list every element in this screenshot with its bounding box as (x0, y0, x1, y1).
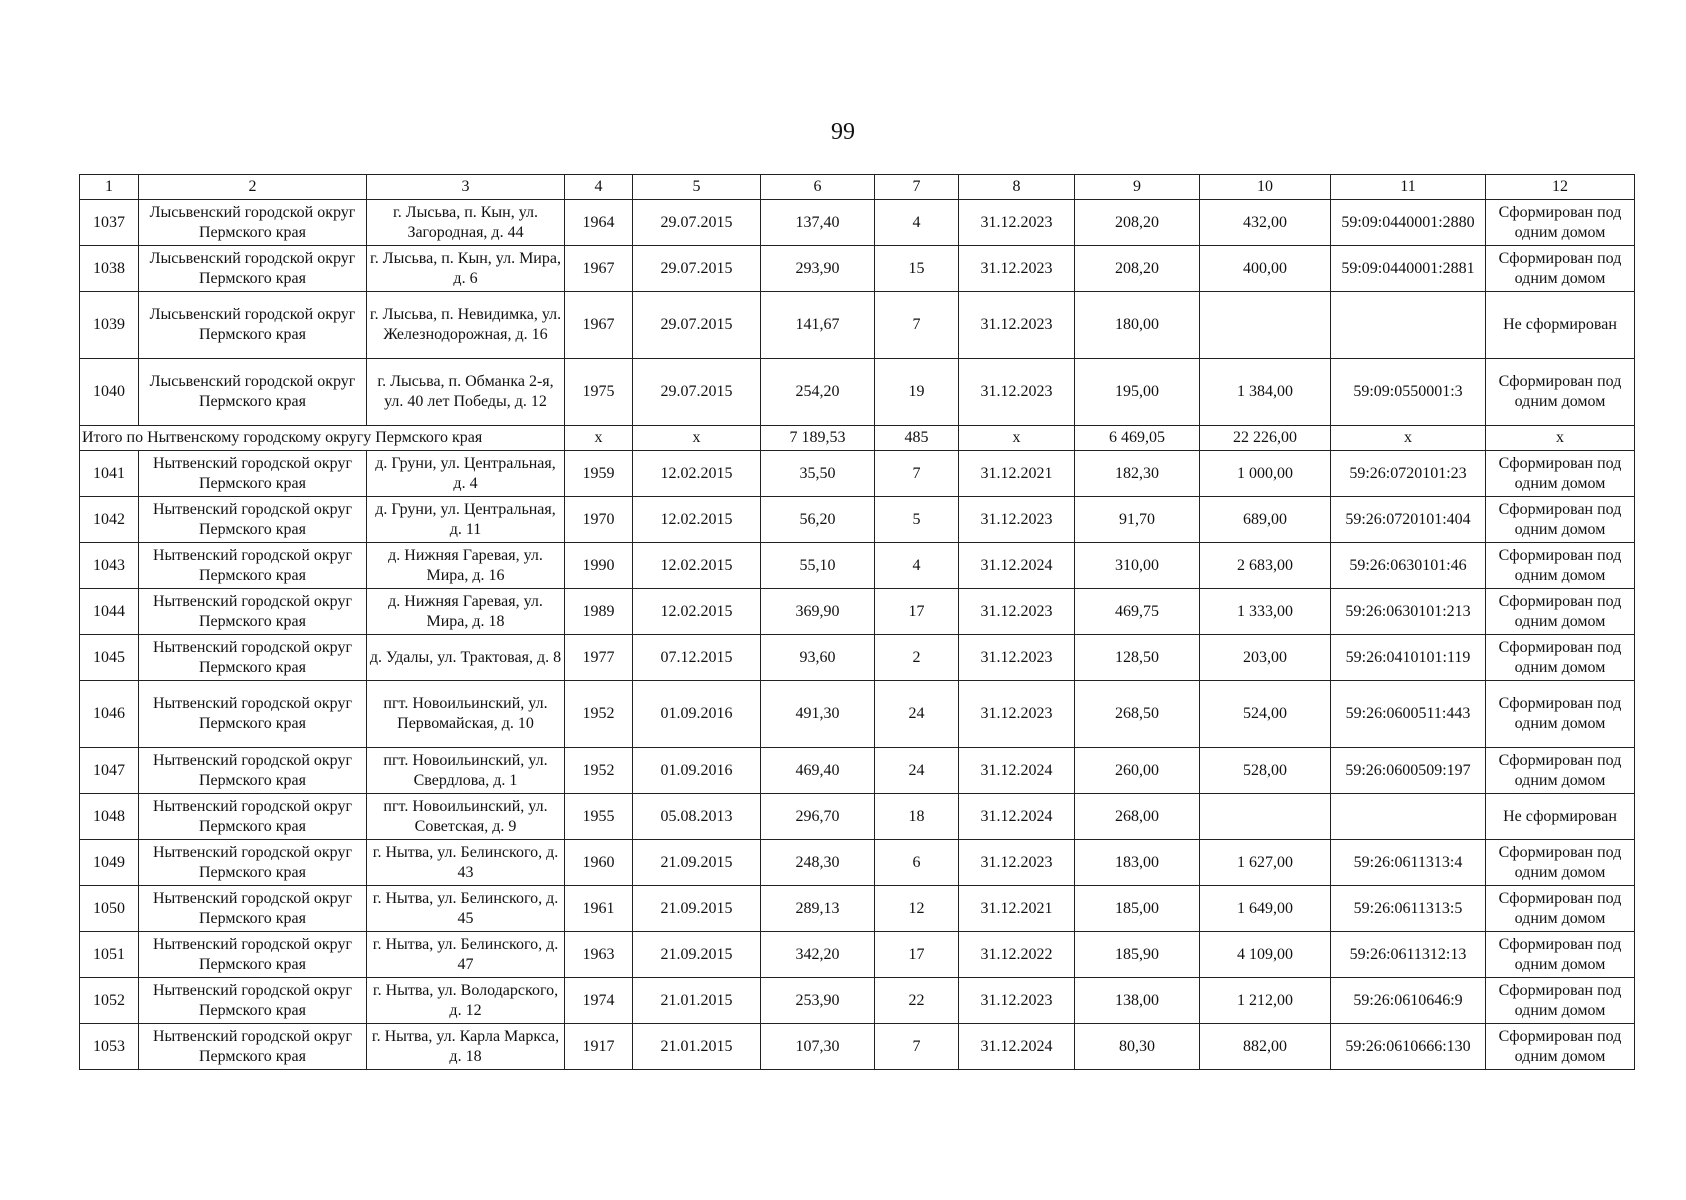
date-cell: 29.07.2015 (633, 246, 761, 292)
area2-cell: 310,00 (1075, 543, 1200, 589)
date-cell: 21.01.2015 (633, 978, 761, 1024)
residents-cell: 17 (875, 589, 959, 635)
residents-cell: 2 (875, 635, 959, 681)
year-cell: 1967 (565, 292, 633, 359)
land-area-cell: 1 649,00 (1200, 886, 1331, 932)
area2-cell: 91,70 (1075, 497, 1200, 543)
deadline-cell: 31.12.2021 (959, 886, 1075, 932)
row-number: 1049 (80, 840, 139, 886)
cadastral-cell: 59:09:0440001:2881 (1331, 246, 1486, 292)
deadline-cell: 31.12.2023 (959, 589, 1075, 635)
year-cell: 1952 (565, 681, 633, 748)
column-header: 6 (761, 175, 875, 200)
municipality-cell: Нытвенский городской округ Пермского края (139, 589, 367, 635)
area2-cell: 268,50 (1075, 681, 1200, 748)
date-cell: 01.09.2016 (633, 681, 761, 748)
area-cell: 289,13 (761, 886, 875, 932)
address-cell: г. Нытва, ул. Белинского, д. 45 (367, 886, 565, 932)
total-cell: 485 (875, 426, 959, 451)
table-row (80, 748, 1635, 794)
status-cell: Сформирован под одним домом (1486, 886, 1635, 932)
row-number: 1038 (80, 246, 139, 292)
municipality-cell: Нытвенский городской округ Пермского края (139, 451, 367, 497)
table-row (80, 932, 1635, 978)
municipality-cell: Нытвенский городской округ Пермского края (139, 1024, 367, 1070)
residents-cell: 7 (875, 451, 959, 497)
area-cell: 342,20 (761, 932, 875, 978)
status-cell: Не сформирован (1486, 292, 1635, 359)
year-cell: 1952 (565, 748, 633, 794)
column-header: 5 (633, 175, 761, 200)
municipality-cell: Нытвенский городской округ Пермского края (139, 794, 367, 840)
residents-cell: 19 (875, 359, 959, 426)
municipality-cell: Лысьвенский городской округ Пермского края (139, 359, 367, 426)
row-number: 1047 (80, 748, 139, 794)
area2-cell: 195,00 (1075, 359, 1200, 426)
status-cell: Сформирован под одним домом (1486, 451, 1635, 497)
header-row (80, 175, 1635, 200)
status-cell: Сформирован под одним домом (1486, 1024, 1635, 1070)
total-cell: x (633, 426, 761, 451)
cadastral-cell: 59:26:0410101:119 (1331, 635, 1486, 681)
area-cell: 35,50 (761, 451, 875, 497)
land-area-cell: 432,00 (1200, 200, 1331, 246)
year-cell: 1970 (565, 497, 633, 543)
status-cell: Сформирован под одним домом (1486, 840, 1635, 886)
date-cell: 05.08.2013 (633, 794, 761, 840)
area-cell: 254,20 (761, 359, 875, 426)
area-cell: 491,30 (761, 681, 875, 748)
area2-cell: 208,20 (1075, 246, 1200, 292)
row-number: 1046 (80, 681, 139, 748)
deadline-cell: 31.12.2023 (959, 840, 1075, 886)
date-cell: 12.02.2015 (633, 497, 761, 543)
area2-cell: 469,75 (1075, 589, 1200, 635)
cadastral-cell: 59:26:0600509:197 (1331, 748, 1486, 794)
area2-cell: 183,00 (1075, 840, 1200, 886)
cadastral-cell: 59:26:0630101:213 (1331, 589, 1486, 635)
year-cell: 1975 (565, 359, 633, 426)
area2-cell: 138,00 (1075, 978, 1200, 1024)
status-cell: Сформирован под одним домом (1486, 932, 1635, 978)
table-body (80, 200, 1635, 1070)
table-row (80, 886, 1635, 932)
year-cell: 1964 (565, 200, 633, 246)
address-cell: д. Груни, ул. Центральная, д. 4 (367, 451, 565, 497)
total-cell: 22 226,00 (1200, 426, 1331, 451)
address-cell: г. Нытва, ул. Белинского, д. 47 (367, 932, 565, 978)
cadastral-cell: 59:09:0440001:2880 (1331, 200, 1486, 246)
total-cell: 6 469,05 (1075, 426, 1200, 451)
land-area-cell (1200, 794, 1331, 840)
deadline-cell: 31.12.2023 (959, 246, 1075, 292)
municipality-cell: Нытвенский городской округ Пермского края (139, 497, 367, 543)
year-cell: 1961 (565, 886, 633, 932)
area2-cell: 185,00 (1075, 886, 1200, 932)
column-header: 11 (1331, 175, 1486, 200)
row-number: 1053 (80, 1024, 139, 1070)
year-cell: 1959 (565, 451, 633, 497)
cadastral-cell: 59:26:0630101:46 (1331, 543, 1486, 589)
date-cell: 29.07.2015 (633, 292, 761, 359)
municipality-cell: Нытвенский городской округ Пермского края (139, 748, 367, 794)
year-cell: 1974 (565, 978, 633, 1024)
date-cell: 12.02.2015 (633, 451, 761, 497)
status-cell: Не сформирован (1486, 794, 1635, 840)
row-number: 1039 (80, 292, 139, 359)
total-cell: 7 189,53 (761, 426, 875, 451)
cadastral-cell (1331, 292, 1486, 359)
table-row (80, 292, 1635, 359)
municipality-cell: Нытвенский городской округ Пермского края (139, 543, 367, 589)
column-header: 3 (367, 175, 565, 200)
address-cell: г. Лысьва, п. Невидимка, ул. Железнодорожная, д. 16 (367, 292, 565, 359)
area2-cell: 180,00 (1075, 292, 1200, 359)
address-cell: пгт. Новоильинский, ул. Советская, д. 9 (367, 794, 565, 840)
area-cell: 141,67 (761, 292, 875, 359)
area2-cell: 182,30 (1075, 451, 1200, 497)
total-cell: x (565, 426, 633, 451)
land-area-cell: 203,00 (1200, 635, 1331, 681)
residents-cell: 6 (875, 840, 959, 886)
status-cell: Сформирован под одним домом (1486, 978, 1635, 1024)
total-cell: x (959, 426, 1075, 451)
year-cell: 1960 (565, 840, 633, 886)
table-row (80, 589, 1635, 635)
area-cell: 137,40 (761, 200, 875, 246)
land-area-cell: 689,00 (1200, 497, 1331, 543)
land-area-cell: 528,00 (1200, 748, 1331, 794)
deadline-cell: 31.12.2022 (959, 932, 1075, 978)
row-number: 1041 (80, 451, 139, 497)
year-cell: 1967 (565, 246, 633, 292)
row-number: 1048 (80, 794, 139, 840)
area-cell: 293,90 (761, 246, 875, 292)
status-cell: Сформирован под одним домом (1486, 246, 1635, 292)
land-area-cell: 2 683,00 (1200, 543, 1331, 589)
column-header: 4 (565, 175, 633, 200)
residents-cell: 7 (875, 1024, 959, 1070)
municipality-cell: Нытвенский городской округ Пермского края (139, 978, 367, 1024)
address-cell: д. Груни, ул. Центральная, д. 11 (367, 497, 565, 543)
address-cell: г. Нытва, ул. Белинского, д. 43 (367, 840, 565, 886)
cadastral-cell: 59:26:0611313:4 (1331, 840, 1486, 886)
cadastral-cell: 59:26:0611313:5 (1331, 886, 1486, 932)
municipality-cell: Нытвенский городской округ Пермского края (139, 886, 367, 932)
area-cell: 93,60 (761, 635, 875, 681)
residents-cell: 24 (875, 681, 959, 748)
address-cell: г. Нытва, ул. Карла Маркса, д. 18 (367, 1024, 565, 1070)
column-header: 12 (1486, 175, 1635, 200)
column-header: 1 (80, 175, 139, 200)
area-cell: 296,70 (761, 794, 875, 840)
column-header: 10 (1200, 175, 1331, 200)
column-header: 2 (139, 175, 367, 200)
area-cell: 369,90 (761, 589, 875, 635)
area-cell: 56,20 (761, 497, 875, 543)
year-cell: 1977 (565, 635, 633, 681)
date-cell: 21.09.2015 (633, 840, 761, 886)
row-number: 1051 (80, 932, 139, 978)
table-row (80, 543, 1635, 589)
cadastral-cell: 59:26:0611312:13 (1331, 932, 1486, 978)
residents-cell: 24 (875, 748, 959, 794)
total-cell: x (1331, 426, 1486, 451)
registry-table (79, 174, 1635, 1070)
address-cell: д. Нижняя Гаревая, ул. Мира, д. 16 (367, 543, 565, 589)
municipality-cell: Нытвенский городской округ Пермского края (139, 635, 367, 681)
date-cell: 21.01.2015 (633, 1024, 761, 1070)
table-row (80, 978, 1635, 1024)
date-cell: 12.02.2015 (633, 589, 761, 635)
deadline-cell: 31.12.2023 (959, 200, 1075, 246)
area2-cell: 80,30 (1075, 1024, 1200, 1070)
deadline-cell: 31.12.2023 (959, 497, 1075, 543)
land-area-cell: 1 384,00 (1200, 359, 1331, 426)
deadline-cell: 31.12.2021 (959, 451, 1075, 497)
status-cell: Сформирован под одним домом (1486, 681, 1635, 748)
municipality-cell: Лысьвенский городской округ Пермского края (139, 292, 367, 359)
year-cell: 1917 (565, 1024, 633, 1070)
land-area-cell: 1 627,00 (1200, 840, 1331, 886)
cadastral-cell: 59:26:0600511:443 (1331, 681, 1486, 748)
area-cell: 248,30 (761, 840, 875, 886)
municipality-cell: Лысьвенский городской округ Пермского края (139, 246, 367, 292)
date-cell: 12.02.2015 (633, 543, 761, 589)
date-cell: 21.09.2015 (633, 932, 761, 978)
deadline-cell: 31.12.2024 (959, 794, 1075, 840)
deadline-cell: 31.12.2023 (959, 681, 1075, 748)
table-row (80, 200, 1635, 246)
address-cell: г. Нытва, ул. Володарского, д. 12 (367, 978, 565, 1024)
total-label: Итого по Нытвенскому городскому округу Пермского края (80, 426, 565, 451)
area2-cell: 128,50 (1075, 635, 1200, 681)
date-cell: 01.09.2016 (633, 748, 761, 794)
residents-cell: 17 (875, 932, 959, 978)
area-cell: 107,30 (761, 1024, 875, 1070)
date-cell: 29.07.2015 (633, 359, 761, 426)
municipality-cell: Нытвенский городской округ Пермского края (139, 840, 367, 886)
status-cell: Сформирован под одним домом (1486, 359, 1635, 426)
land-area-cell: 524,00 (1200, 681, 1331, 748)
table-row (80, 246, 1635, 292)
area2-cell: 268,00 (1075, 794, 1200, 840)
area-cell: 55,10 (761, 543, 875, 589)
area-cell: 469,40 (761, 748, 875, 794)
status-cell: Сформирован под одним домом (1486, 589, 1635, 635)
date-cell: 21.09.2015 (633, 886, 761, 932)
table-row (80, 497, 1635, 543)
land-area-cell: 1 333,00 (1200, 589, 1331, 635)
address-cell: г. Лысьва, п. Обманка 2-я, ул. 40 лет Победы, д. 12 (367, 359, 565, 426)
residents-cell: 15 (875, 246, 959, 292)
deadline-cell: 31.12.2024 (959, 748, 1075, 794)
total-cell: x (1486, 426, 1635, 451)
deadline-cell: 31.12.2023 (959, 359, 1075, 426)
deadline-cell: 31.12.2023 (959, 635, 1075, 681)
residents-cell: 12 (875, 886, 959, 932)
municipality-cell: Лысьвенский городской округ Пермского края (139, 200, 367, 246)
column-header: 7 (875, 175, 959, 200)
table-row (80, 451, 1635, 497)
status-cell: Сформирован под одним домом (1486, 748, 1635, 794)
row-number: 1043 (80, 543, 139, 589)
total-row (80, 426, 1635, 451)
row-number: 1040 (80, 359, 139, 426)
table-header (80, 175, 1635, 200)
year-cell: 1963 (565, 932, 633, 978)
page-number: 99 (831, 119, 855, 145)
date-cell: 29.07.2015 (633, 200, 761, 246)
municipality-cell: Нытвенский городской округ Пермского края (139, 681, 367, 748)
address-cell: д. Удалы, ул. Трактовая, д. 8 (367, 635, 565, 681)
cadastral-cell: 59:26:0610666:130 (1331, 1024, 1486, 1070)
cadastral-cell: 59:26:0610646:9 (1331, 978, 1486, 1024)
row-number: 1044 (80, 589, 139, 635)
cadastral-cell: 59:09:0550001:3 (1331, 359, 1486, 426)
table-row (80, 840, 1635, 886)
residents-cell: 7 (875, 292, 959, 359)
table-row (80, 794, 1635, 840)
address-cell: г. Лысьва, п. Кын, ул. Мира, д. 6 (367, 246, 565, 292)
land-area-cell: 4 109,00 (1200, 932, 1331, 978)
cadastral-cell (1331, 794, 1486, 840)
land-area-cell: 1 000,00 (1200, 451, 1331, 497)
row-number: 1052 (80, 978, 139, 1024)
area2-cell: 208,20 (1075, 200, 1200, 246)
year-cell: 1955 (565, 794, 633, 840)
row-number: 1045 (80, 635, 139, 681)
residents-cell: 4 (875, 200, 959, 246)
row-number: 1037 (80, 200, 139, 246)
address-cell: пгт. Новоильинский, ул. Первомайская, д. 10 (367, 681, 565, 748)
column-header: 9 (1075, 175, 1200, 200)
land-area-cell: 882,00 (1200, 1024, 1331, 1070)
table-row (80, 681, 1635, 748)
row-number: 1050 (80, 886, 139, 932)
status-cell: Сформирован под одним домом (1486, 200, 1635, 246)
deadline-cell: 31.12.2024 (959, 543, 1075, 589)
status-cell: Сформирован под одним домом (1486, 543, 1635, 589)
date-cell: 07.12.2015 (633, 635, 761, 681)
year-cell: 1989 (565, 589, 633, 635)
area2-cell: 260,00 (1075, 748, 1200, 794)
column-header: 8 (959, 175, 1075, 200)
municipality-cell: Нытвенский городской округ Пермского края (139, 932, 367, 978)
area-cell: 253,90 (761, 978, 875, 1024)
residents-cell: 22 (875, 978, 959, 1024)
cadastral-cell: 59:26:0720101:404 (1331, 497, 1486, 543)
residents-cell: 18 (875, 794, 959, 840)
residents-cell: 4 (875, 543, 959, 589)
table-row (80, 635, 1635, 681)
address-cell: пгт. Новоильинский, ул. Свердлова, д. 1 (367, 748, 565, 794)
status-cell: Сформирован под одним домом (1486, 635, 1635, 681)
table-row (80, 1024, 1635, 1070)
cadastral-cell: 59:26:0720101:23 (1331, 451, 1486, 497)
deadline-cell: 31.12.2024 (959, 1024, 1075, 1070)
row-number: 1042 (80, 497, 139, 543)
residents-cell: 5 (875, 497, 959, 543)
table-row (80, 359, 1635, 426)
land-area-cell (1200, 292, 1331, 359)
deadline-cell: 31.12.2023 (959, 978, 1075, 1024)
land-area-cell: 400,00 (1200, 246, 1331, 292)
year-cell: 1990 (565, 543, 633, 589)
land-area-cell: 1 212,00 (1200, 978, 1331, 1024)
address-cell: г. Лысьва, п. Кын, ул. Загородная, д. 44 (367, 200, 565, 246)
address-cell: д. Нижняя Гаревая, ул. Мира, д. 18 (367, 589, 565, 635)
deadline-cell: 31.12.2023 (959, 292, 1075, 359)
area2-cell: 185,90 (1075, 932, 1200, 978)
status-cell: Сформирован под одним домом (1486, 497, 1635, 543)
